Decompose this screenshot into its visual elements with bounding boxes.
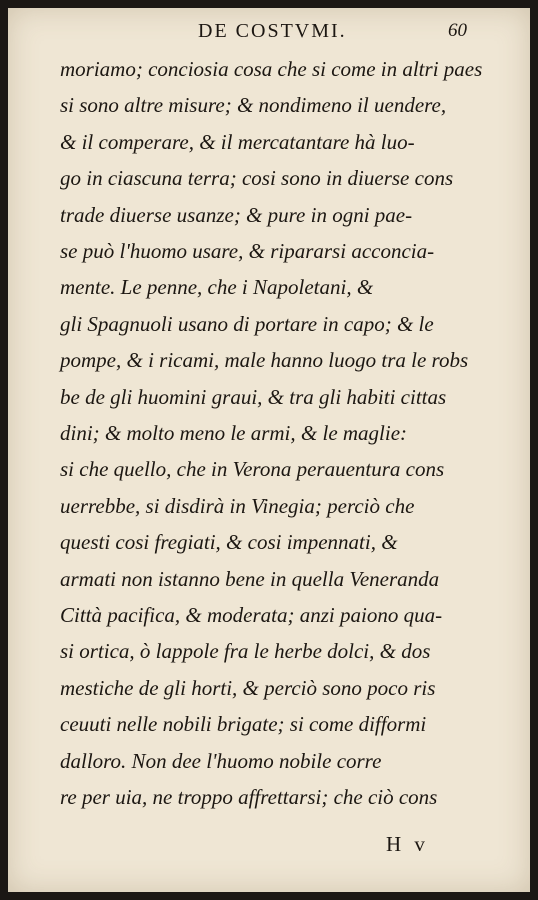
text-line: ceuuti nelle nobili brigate; si come difformi	[60, 712, 427, 737]
text-line: dini; & molto meno le armi, & le maglie:	[60, 421, 408, 445]
signature-mark: H v	[386, 832, 429, 856]
text-line: go in ciascuna terra; cosi sono in diuerse cons	[60, 166, 454, 191]
text-line: si ortica, ò lappole fra le herbe dolci, & dos	[60, 639, 431, 664]
page-number: 60	[448, 20, 467, 41]
text-line: uerrebbe, si disdirà in Vinegia; perciò che	[60, 493, 415, 518]
text-line: re per uia, ne troppo affrettarsi; che ciò cons	[60, 785, 438, 809]
book-page	[8, 8, 530, 892]
text-line: trade diuerse usanze; & pure in ogni pae-	[60, 202, 413, 227]
page-header	[8, 20, 530, 50]
text-line: mente. Le penne, che i Napoletani, &	[60, 275, 374, 300]
text-line: si sono altre misure; & nondimeno il uendere,	[60, 93, 447, 118]
text-line: dalloro. Non dee l'huomo nobile corre	[60, 748, 382, 773]
text-line: armati non istanno bene in quella Veneranda	[60, 566, 440, 591]
text-line: questi cosi fregiati, & cosi impennati, &	[60, 530, 398, 555]
running-head: DE COSTVMI.	[198, 20, 347, 42]
text-line: si che quello, che in Verona perauentura cons	[60, 457, 445, 482]
text-line: be de gli huomini graui, & tra gli habiti cittas	[60, 384, 447, 409]
text-line: se può l'huomo usare, & ripararsi acconcia-	[60, 239, 435, 263]
text-line: pompe, & i ricami, male hanno luogo tra le robs	[60, 348, 469, 373]
text-line: & il comperare, & il mercatantare hà luo-	[60, 129, 415, 154]
text-line: Città pacifica, & moderata; anzi paiono qua-	[60, 603, 443, 627]
text-line: gli Spagnuoli usano di portare in capo; & le	[60, 311, 434, 336]
text-line: mestiche de gli horti, & perciò sono poco ris	[60, 675, 436, 700]
text-line: moriamo; conciosia cosa che si come in altri paes	[60, 57, 483, 81]
